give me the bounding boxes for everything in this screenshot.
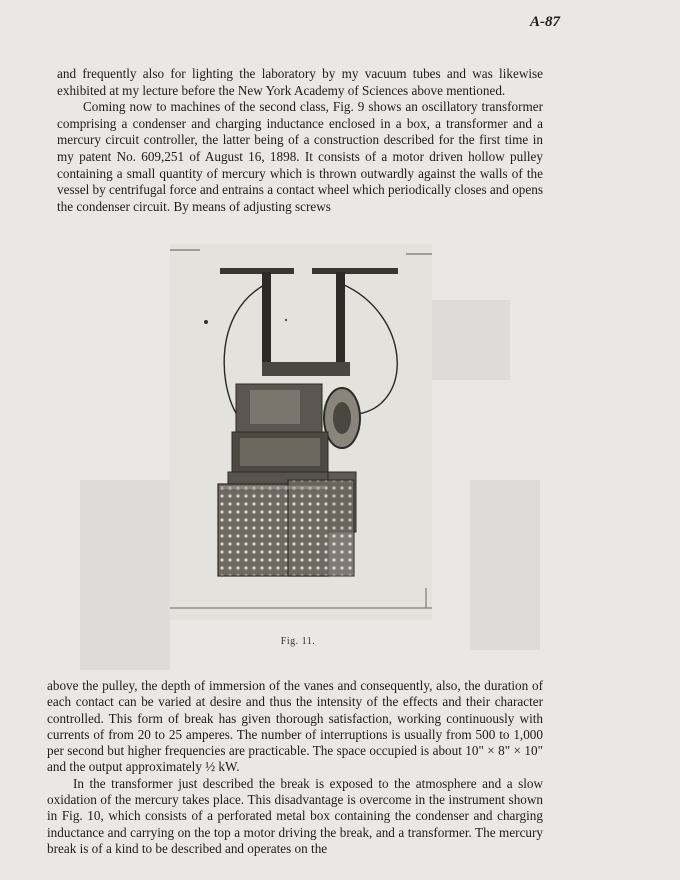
bleed-through-shape [470,480,540,650]
paragraph: Coming now to machines of the second class, Fig. 9 shows an oscillatory transformer comprising a condenser and charging inductance enclosed in a box, a transformer and a mercury circuit controller, the latter being of a construction described for the first time in my patent No. 609,251 of August 16, 1898. It consists of a motor driven hollow pulley containing a small quantity of mercury which is thrown outwardly against the walls of the vessel by centrifugal force and entrains a contact wheel which periodically closes and opens the condenser circuit. By means of adjusting screws [57,99,543,214]
paragraph: In the transformer just described the break is exposed to the atmosphere and a slow oxidation of the mercury takes place. This disadvantage is overcome in the instrument shown in Fig. 10, which consists of a perforated metal box containing the condenser and charging inductance and carrying on the top a motor driving the break, and a transformer. The mercury break is of a kind to be described and operates on the [47,775,543,856]
oscillator-illustration [170,244,432,620]
page-number: A-87 [530,14,560,30]
paragraph: above the pulley, the depth of immersion of the vanes and consequently, also, the duration of each contact can be varied at desire and thus the intensity of the effects and their character controlled. This form of break has given thorough satisfaction, working continuously with currents of from 20 to 25 amperes. The number of interruptions is usually from 500 to 1,000 per second but higher frequencies are practicable. The space occupied is about 10" × 8" × 10" and the output approximately ½ kW. [47,678,543,775]
left-handle-bar [220,268,294,274]
top-text-block [57,66,543,215]
bottom-text-block [47,678,543,857]
figure-oscillator-photo [170,244,432,620]
figure-caption: Fig. 11. [280,636,316,647]
right-handle-bar [312,268,398,274]
paragraph: and frequently also for lighting the laboratory by my vacuum tubes and was likewise exhibited at my lecture before the New York Academy of Sciences above mentioned. [57,66,543,98]
